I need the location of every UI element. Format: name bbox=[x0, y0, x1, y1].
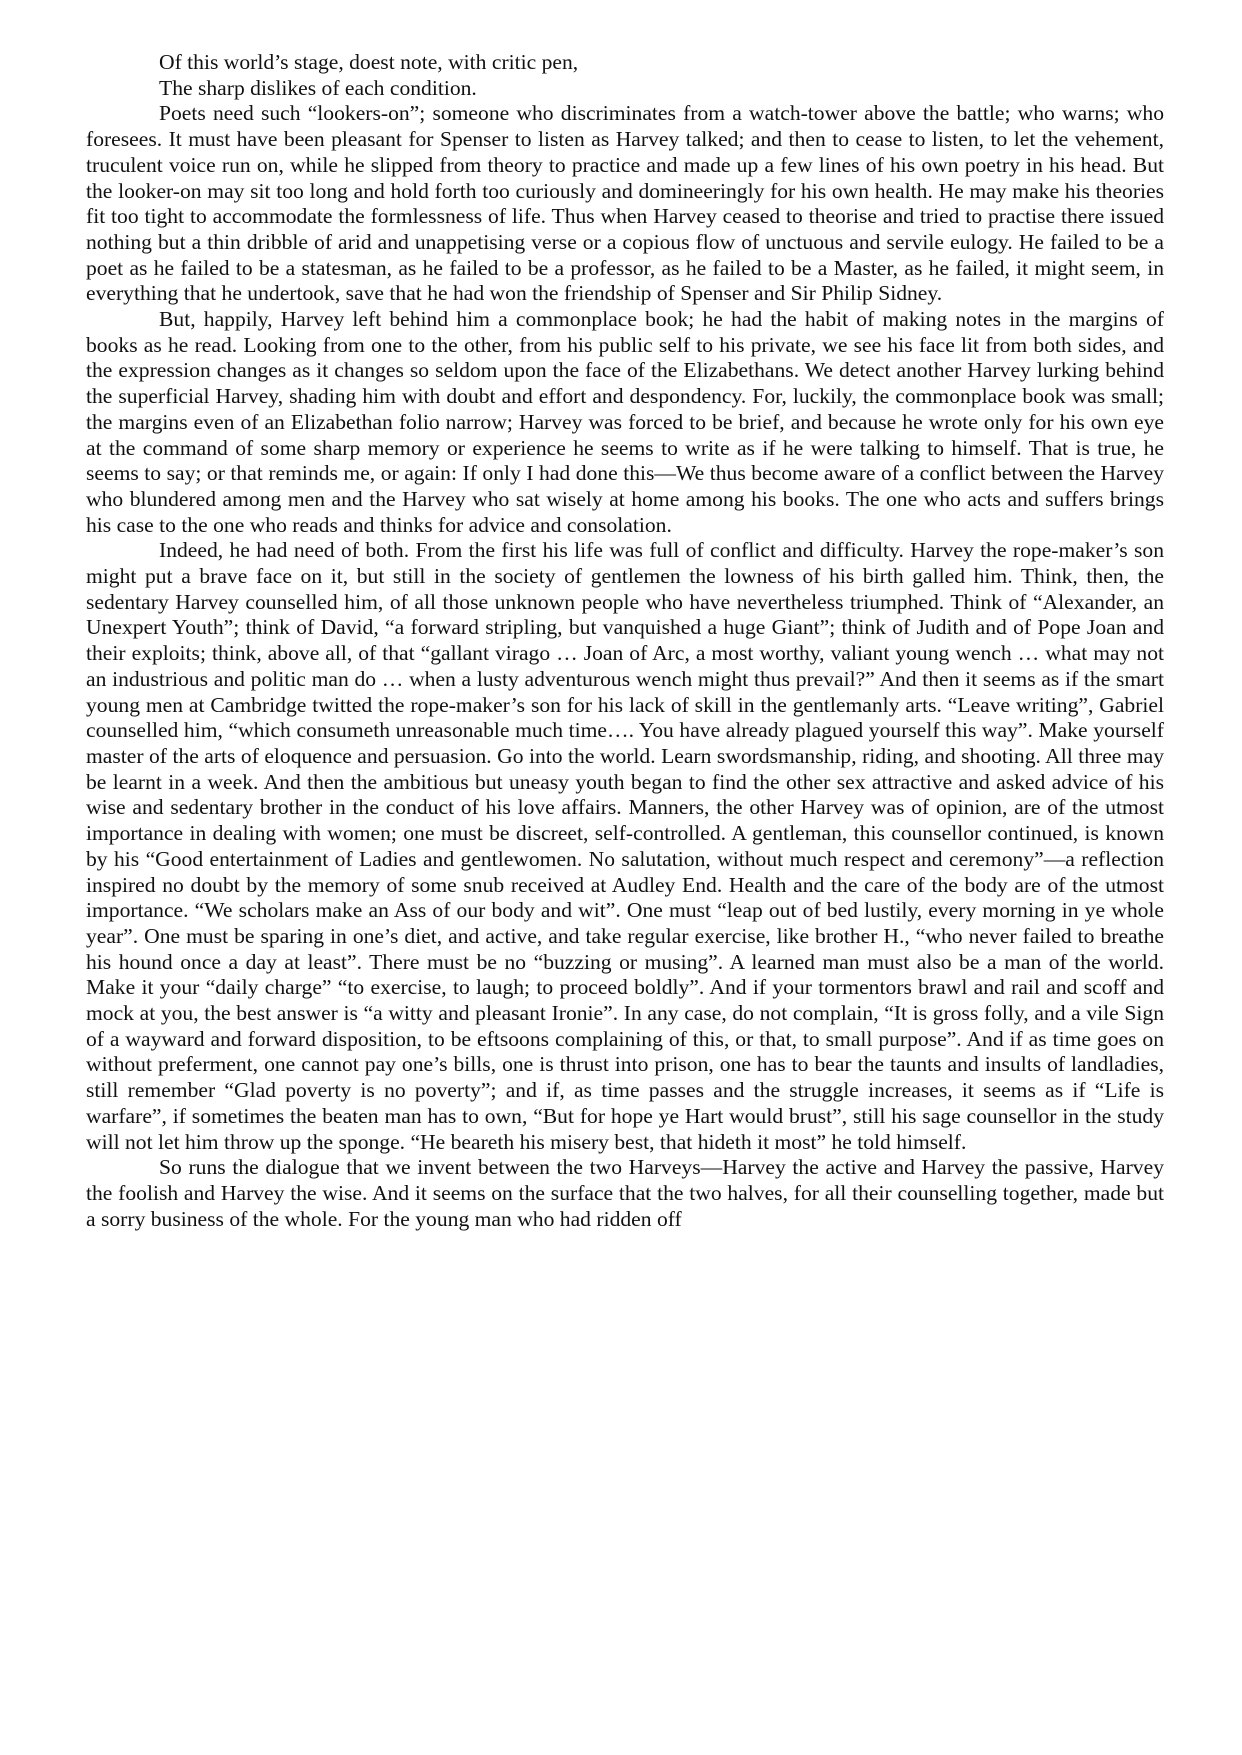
paragraph-lookers-on: Poets need such “lookers-on”; someone who discriminates from a watch-tower above the battle; who warns; who foresees. It must have been pleasant for Spenser to listen as Harvey talked; and then to cease to listen, to let the vehement, truculent voice run on, while he slipped from theory to practice and made up a few lines of his own poetry in his head. But the looker-on may sit too long and hold forth too curiously and domineeringly for his own health. He may make his theories fit too tight to accommodate the formlessness of life. Thus when Harvey ceased to theorise and tried to practise there issued nothing but a thin dribble of arid and unappetising verse or a copious flow of unctuous and servile eulogy. He failed to be a poet as he failed to be a statesman, as he failed to be a professor, as he failed to be a Master, as he failed, it might seem, in everything that he undertook, save that he had won the friendship of Spenser and Sir Philip Sidney. bbox=[86, 101, 1164, 306]
paragraph-dialogue: So runs the dialogue that we invent between the two Harveys—Harvey the active and Harvey the passive, Harvey the foolish and Harvey the wise. And it seems on the surface that the two halves, for all their counselling together, made but a sorry business of the whole. For the young man who had ridden off bbox=[86, 1155, 1164, 1231]
document-page bbox=[86, 50, 1164, 1232]
verse-line: The sharp dislikes of each condition. bbox=[159, 75, 477, 100]
verse-line: Of this world’s stage, doest note, with critic pen, bbox=[159, 50, 579, 74]
paragraph-need-of-both: Indeed, he had need of both. From the first his life was full of conflict and difficulty. Harvey the rope-maker’s son might put a brave face on it, but still in the society of gentlemen the lowness of his birth galled him. Think, then, the sedentary Harvey counselled him, of all those unknown people who have nevertheless triumphed. Think of “Alexander, an Unexpert Youth”; think of David, “a forward stripling, but vanquished a huge Giant”; think of Judith and of Pope Joan and their exploits; think, above all, of that “gallant virago … Joan of Arc, a most worthy, valiant young wench … what may not an industrious and politic man do … when a lusty adventurous wench might thus prevail?” And then it seems as if the smart young men at Cambridge twitted the rope-maker’s son for his lack of skill in the gentlemanly arts. “Leave writing”, Gabriel counselled him, “which consumeth unreasonable much time…. You have already plagued yourself this way”. Make yourself master of the arts of eloquence and persuasion. Go into the world. Learn swordsmanship, riding, and shooting. All three may be learnt in a week. And then the ambitious but uneasy youth began to find the other sex attractive and asked advice of his wise and sedentary brother in the conduct of his love affairs. Manners, the other Harvey was of opinion, are of the utmost importance in dealing with women; one must be discreet, self-controlled. A gentleman, this counsellor continued, is known by his “Good entertainment of Ladies and gentlewomen. No salutation, without much respect and ceremony”—a reflection inspired no doubt by the memory of some snub received at Audley End. Health and the care of the body are of the utmost importance. “We scholars make an Ass of our body and wit”. One must “leap out of bed lustily, every morning in ye whole year”. One must be sparing in one’s diet, and active, and take regular exercise, like brother H., “who never failed to breathe his hound once a day at least”. There must be no “buzzing or musing”. A learned man must also be a man of the world. Make it your “daily charge” “to exercise, to laugh; to proceed boldly”. And if your tormentors brawl and rail and scoff and mock at you, the best answer is “a witty and pleasant Ironie”. In any case, do not complain, “It is gross folly, and a vile Sign of a wayward and forward disposition, to be eftsoons complaining of this, or that, to small purpose”. And if as time goes on without preferment, one cannot pay one’s bills, one is thrust into prison, one has to bear the taunts and insults of landladies, still remember “Glad poverty is no poverty”; and if, as time passes and the struggle increases, it seems as if “Life is warfare”, if sometimes the beaten man has to own, “But for hope ye Hart would brust”, still his sage counsellor in the study will not let him throw up the sponge. “He beareth his misery best, that hideth it most” he told himself. bbox=[86, 538, 1164, 1154]
paragraph-commonplace-book: But, happily, Harvey left behind him a commonplace book; he had the habit of making notes in the margins of books as he read. Looking from one to the other, from his public self to his private, we see his face lit from both sides, and the expression changes as it changes so seldom upon the face of the Elizabethans. We detect another Harvey lurking behind the superficial Harvey, shading him with doubt and effort and despondency. For, luckily, the commonplace book was small; the margins even of an Elizabethan folio narrow; Harvey was forced to be brief, and because he wrote only for his own eye at the command of some sharp memory or experience he seems to write as if he were talking to himself. That is true, he seems to say; or that reminds me, or again: If only I had done this—We thus become aware of a conflict between the Harvey who blundered among men and the Harvey who sat wisely at home among his books. The one who acts and suffers brings his case to the one who reads and thinks for advice and consolation. bbox=[86, 307, 1164, 537]
